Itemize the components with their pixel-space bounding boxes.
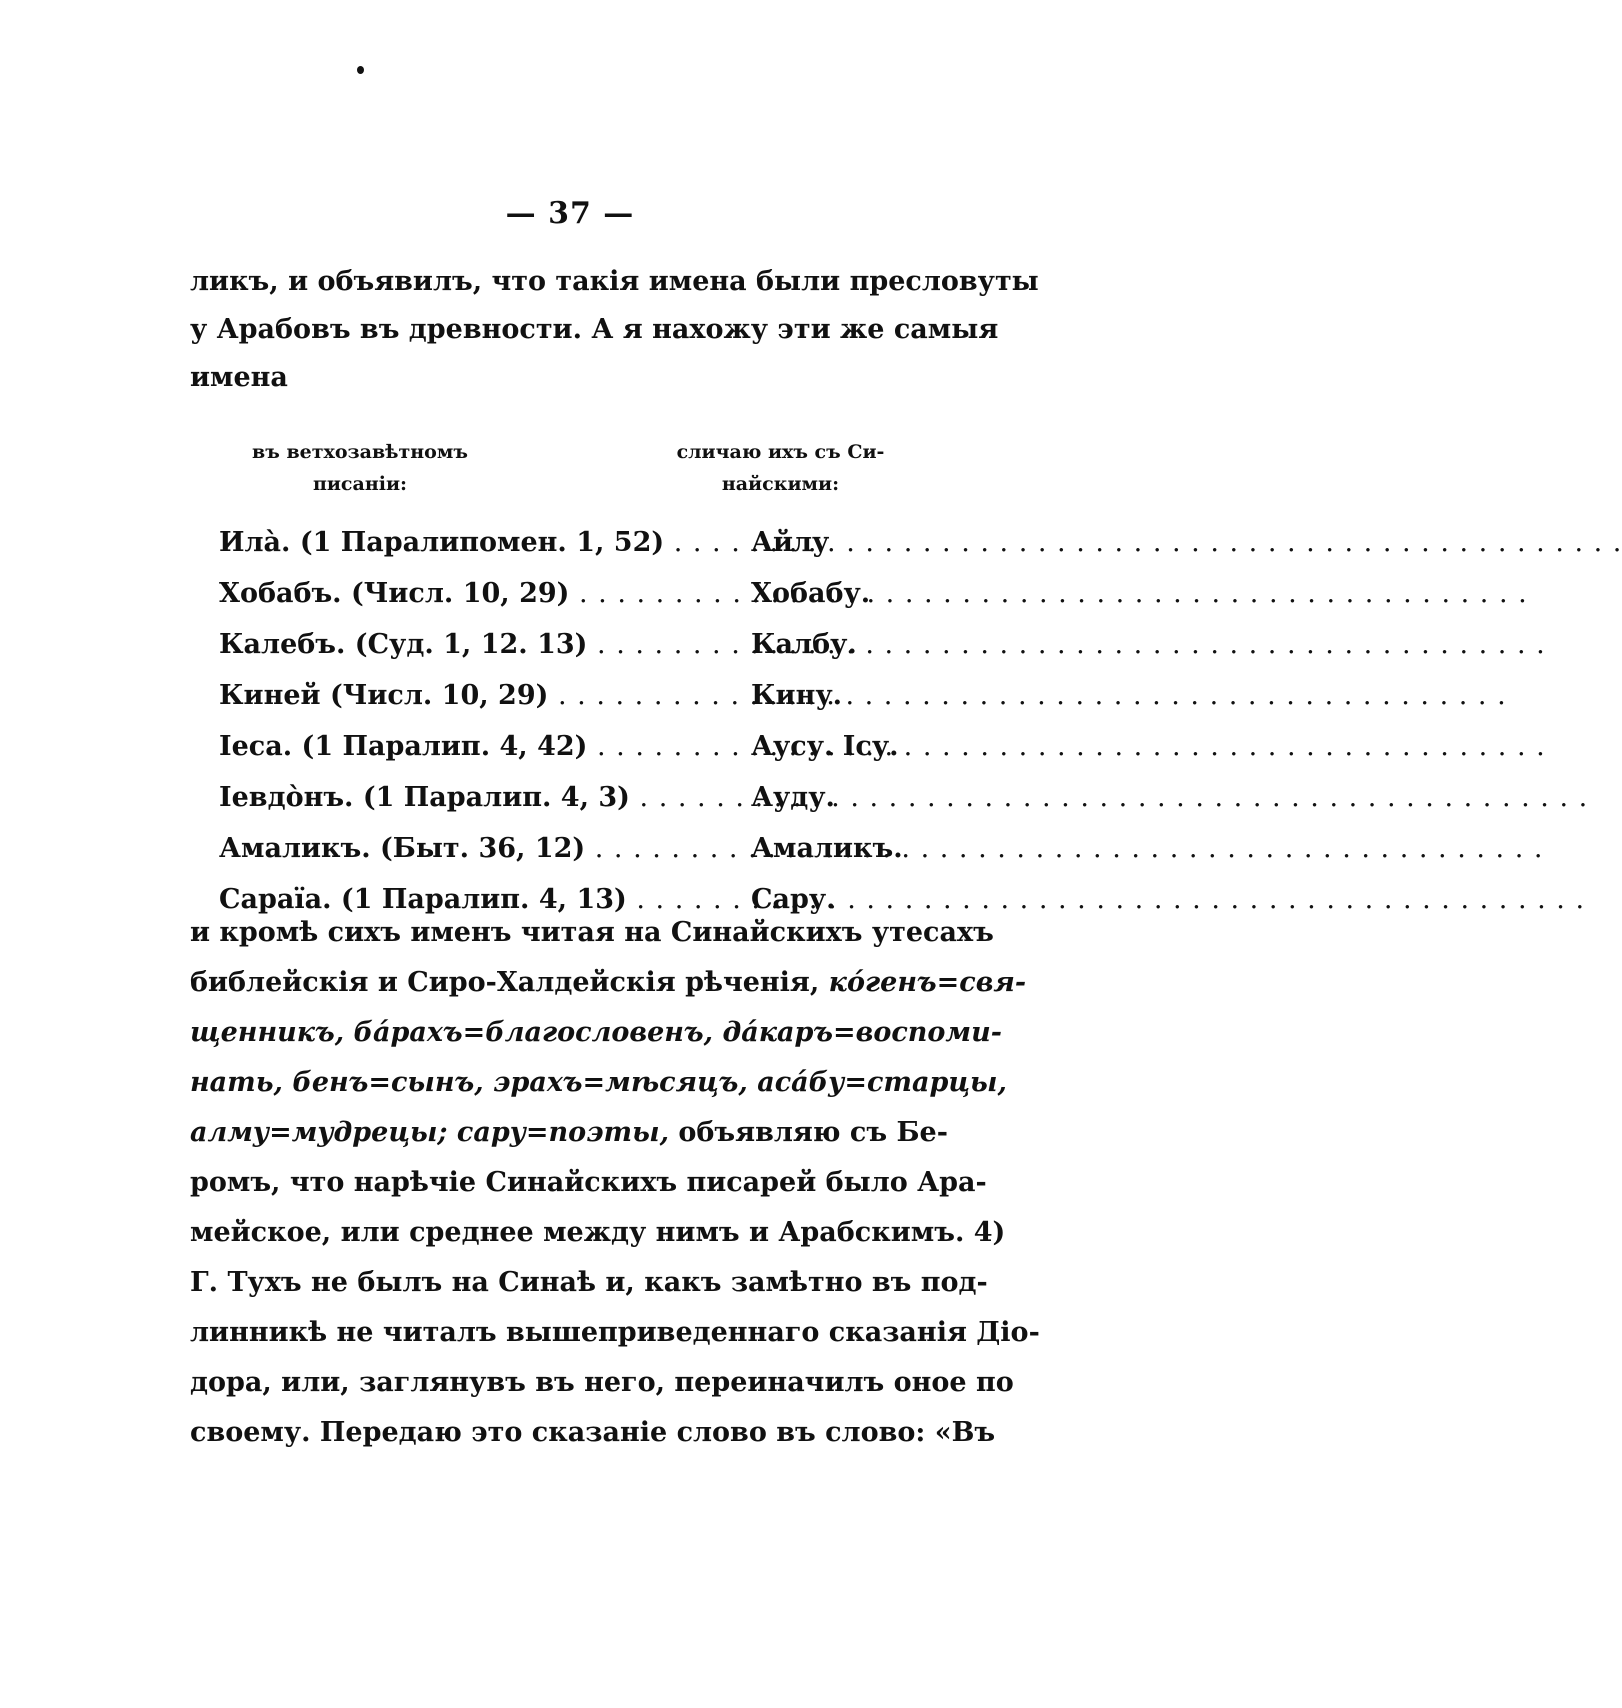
paragraph-line <box>190 1108 948 1158</box>
hebrew-term: кóгенъ=свя- <box>828 967 1027 998</box>
header-line: въ ветхозавѣтномъ <box>252 441 468 463</box>
table-row <box>219 568 899 619</box>
intro-line: у Арабовъ въ древности. А я нахожу эти же самыя <box>190 314 999 345</box>
biblical-reference: Сараïа. (1 Паралип. 4, 13) . . . <box>219 884 1585 915</box>
sinaitic-name: Аусу. Ісу. <box>751 731 899 762</box>
hebrew-term: дáкаръ=воспоми- <box>722 1017 1002 1048</box>
sinaitic-name: Кину. <box>751 680 843 711</box>
sinaitic-name: Сару. <box>751 884 836 915</box>
intro-line: имена <box>190 362 288 393</box>
biblical-reference: Іевдòнъ. (1 Паралип. 4, 3) . . . <box>219 782 1588 813</box>
paragraph-line: Г. Тухъ не былъ на Синаѣ и, какъ замѣтно въ под- <box>190 1267 988 1298</box>
sinaitic-name: Айлу <box>751 527 830 558</box>
paragraph-line: дора, или, заглянувъ въ него, переиначилъ оное по <box>190 1367 1014 1398</box>
paragraph-line: мейское, или среднее между нимъ и Арабскимъ. 4) <box>190 1217 1006 1248</box>
hebrew-term: щенникъ, <box>190 1017 345 1048</box>
paragraph-line: линникѣ не читалъ вышеприведеннаго сказанія Діо- <box>190 1317 1040 1348</box>
table-row <box>219 619 899 670</box>
paragraph-line: своему. Передаю это сказаніе слово въ слово: «Въ <box>190 1417 996 1448</box>
hebrew-term: сару=поэты, <box>456 1117 669 1148</box>
text-run: объявляю съ Бе- <box>678 1117 948 1148</box>
hebrew-term: бáрахъ=благословенъ, <box>353 1017 714 1048</box>
paragraph-line <box>190 958 1027 1008</box>
paragraph-line: и кромѣ сихъ именъ читая на Синайскихъ утесахъ <box>190 917 994 948</box>
table-row <box>219 721 899 772</box>
hebrew-term: нать, <box>190 1067 283 1098</box>
paragraph-line <box>190 1058 1007 1108</box>
sinaitic-name: Ауду. <box>751 782 835 813</box>
biblical-reference: Амаликъ. (Быт. 36, 12) . . . <box>219 833 1543 864</box>
biblical-reference: Калебъ. (Суд. 1, 12. 13) . . . <box>219 629 1546 660</box>
sinaitic-name: Калбу. <box>751 629 857 660</box>
hebrew-term: бенъ=сынъ, <box>292 1067 484 1098</box>
table-row <box>219 772 899 823</box>
intro-paragraph <box>190 258 1039 402</box>
paragraph-line: ромъ, что нарѣчіе Синайскихъ писарей было Ара- <box>190 1167 987 1198</box>
main-paragraph <box>190 908 1040 1458</box>
ink-speck <box>357 66 364 74</box>
text-run: библейскія и Сиро-Халдейскія рѣченія, <box>190 967 820 998</box>
sinaitic-name: Хобабу. <box>751 578 871 609</box>
biblical-reference: Киней (Числ. 10, 29) . . . <box>219 680 1507 711</box>
old-testament-column-header <box>250 436 470 500</box>
table-row <box>219 670 899 721</box>
table-row <box>219 823 903 874</box>
header-line: найскими: <box>721 473 840 495</box>
name-comparison-table <box>219 517 903 925</box>
sinaitic-name: Амаликъ. <box>751 833 903 864</box>
table-row <box>219 517 899 568</box>
paragraph-line <box>190 1008 1002 1058</box>
page-number: — 37 — <box>505 196 635 231</box>
biblical-reference: Іеса. (1 Паралип. 4, 42) . . . <box>219 731 1546 762</box>
intro-line: ликъ, и объявилъ, что такія имена были пресловуты <box>190 266 1039 297</box>
biblical-reference: Илà. (1 Паралипомен. 1, 52) . . . <box>219 527 1622 558</box>
header-line: сличаю ихъ съ Си- <box>676 441 885 463</box>
sinai-column-header <box>668 436 893 500</box>
biblical-reference: Хобабъ. (Числ. 10, 29) . . . <box>219 578 1528 609</box>
hebrew-term: эрахъ=мѣсяцъ, <box>493 1067 748 1098</box>
hebrew-term: алму=мудрецы; <box>190 1117 448 1148</box>
hebrew-term: асáбу=старцы, <box>757 1067 1007 1098</box>
header-line: писаніи: <box>312 473 408 495</box>
